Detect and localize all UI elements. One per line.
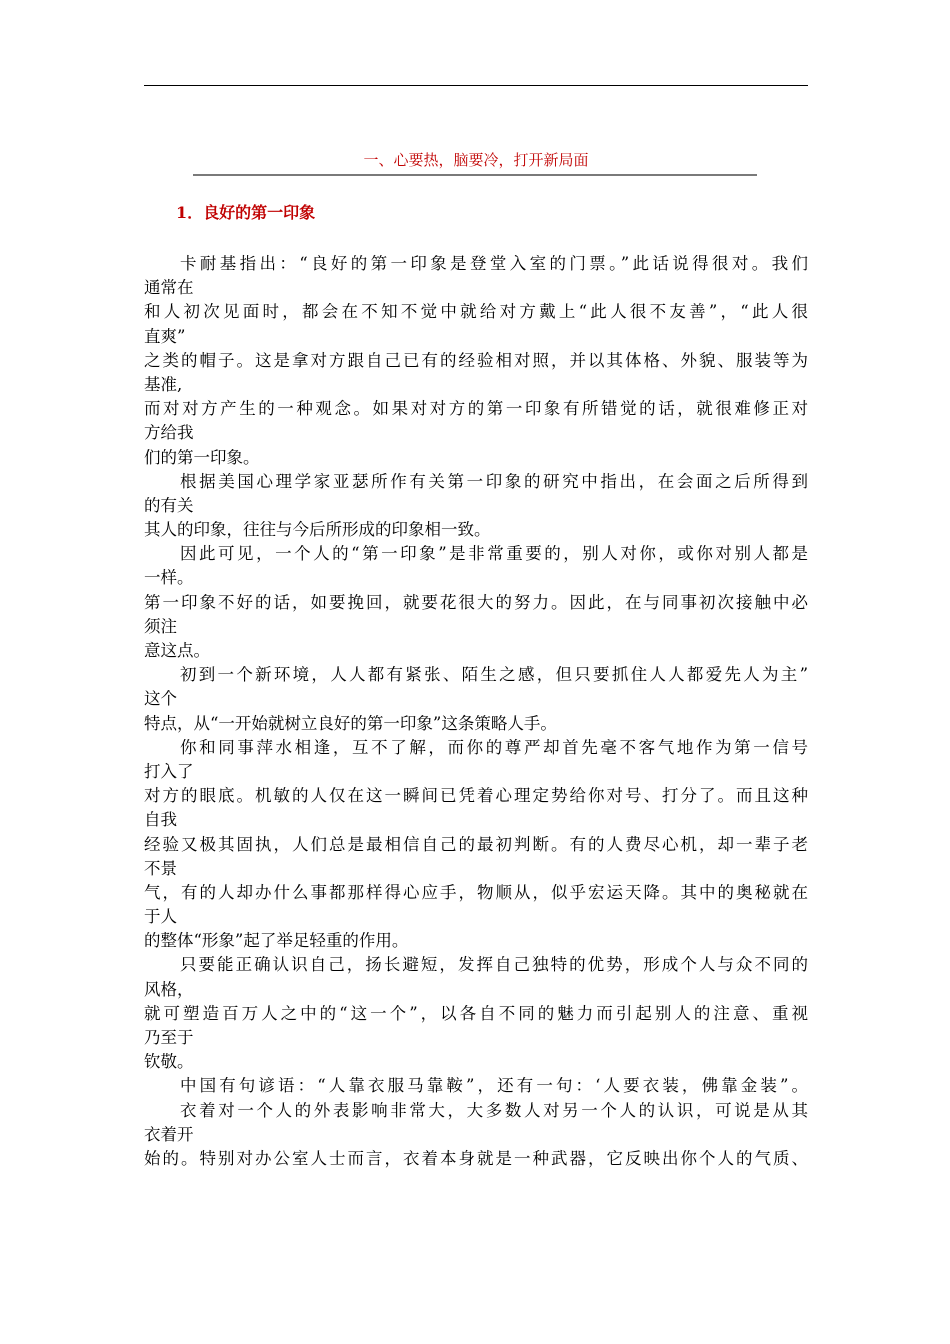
body-line: 基准, <box>144 374 183 394</box>
body-text <box>144 252 808 1171</box>
body-line: 乃至于 <box>144 1028 194 1047</box>
body-line: 卡耐基指出：“良好的第一印象是登堂入室的门票。”此话说得很对。我们 <box>180 254 808 273</box>
body-line: 根据美国心理学家亚瑟所作有关第一印象的研究中指出，在会面之后所得到 <box>180 471 808 491</box>
body-line: 自我 <box>144 810 177 830</box>
body-line: 一样。 <box>144 568 194 588</box>
subsection-heading: 1．良好的第一印象 <box>176 203 316 222</box>
body-line: 因此可见，一个人的“第一印象”是非常重要的，别人对你，或你对别人都是 <box>180 544 808 564</box>
body-line: 不景 <box>144 858 177 878</box>
body-line: 这个 <box>144 689 177 709</box>
body-line: 衣着开 <box>144 1124 194 1144</box>
body-line: 其人的印象，往往与今后所形成的印象相一致。 <box>144 520 491 540</box>
body-line: 通常在 <box>144 278 194 298</box>
body-line: 你和同事萍水相逢，互不了解，而你的尊严却首先毫不客气地作为第一信号 <box>180 737 808 757</box>
body-line: 就可塑造百万人之中的“这一个”，以各自不同的魅力而引起别人的注意、重视 <box>144 1003 808 1023</box>
body-line: 经验又极其固执，人们总是最相信自己的最初判断。有的人费尽心机，却一辈子老 <box>144 834 808 854</box>
body-line: 而对对方产生的一种观念。如果对对方的第一印象有所错觉的话，就很难修正对 <box>144 399 808 419</box>
body-line: 只要能正确认识自己，扬长避短，发挥自己独特的优势，形成个人与众不同的 <box>180 955 808 975</box>
body-line: 的整体“形象”起了举足轻重的作用。 <box>144 931 409 951</box>
body-line: 中国有句谚语：“人靠衣服马靠鞍”，还有一句：‘人要衣装，佛靠金装”。 <box>180 1076 808 1096</box>
body-line: 意这点。 <box>144 641 210 660</box>
body-line: 特点，从“一开始就树立良好的第一印象”这条策略人手。 <box>144 713 557 733</box>
section-title-underline <box>193 174 757 176</box>
body-line: 风格， <box>144 979 194 999</box>
body-line: 打入了 <box>144 761 194 781</box>
body-line: 直爽” <box>144 326 186 346</box>
header-rule <box>144 85 808 86</box>
body-line: 对方的眼底。机敏的人仅在这一瞬间已凭着心理定势给你对号、打分了。而且这种 <box>144 786 808 806</box>
body-line: 们的第一印象。 <box>144 447 260 467</box>
body-line: 初到一个新环境，人人都有紧张、陌生之感，但只要抓住人人都爱先人为主” <box>180 665 808 685</box>
body-line: 方给我 <box>144 423 194 443</box>
body-line: 和人初次见面时，都会在不知不觉中就给对方戴上“此人很不友善”，“此人很 <box>144 302 808 322</box>
body-line: 之类的帽子。这是拿对方跟自己已有的经验相对照，并以其体格、外貌、服装等为 <box>144 350 808 370</box>
body-line: 于人 <box>144 907 177 927</box>
body-line: 气，有的人却办什么事都那样得心应手，物顺从，似乎宏运天降。其中的奥秘就在 <box>144 882 808 902</box>
section-title: 一、心要热，脑要冷，打开新局面 <box>363 151 589 169</box>
body-line: 第一印象不好的话，如要挽回，就要花很大的努力。因此，在与同事初次接触中必 <box>144 592 808 612</box>
body-line: 衣着对一个人的外表影响非常大，大多数人对另一个人的认识，可说是从其 <box>180 1100 808 1120</box>
body-line: 须注 <box>144 616 177 636</box>
body-line: 钦敬。 <box>144 1052 194 1072</box>
body-line: 的有关 <box>144 495 194 515</box>
body-line: 始的。特别对办公室人士而言，衣着本身就是一种武器，它反映出你个人的气质、 <box>144 1148 808 1168</box>
